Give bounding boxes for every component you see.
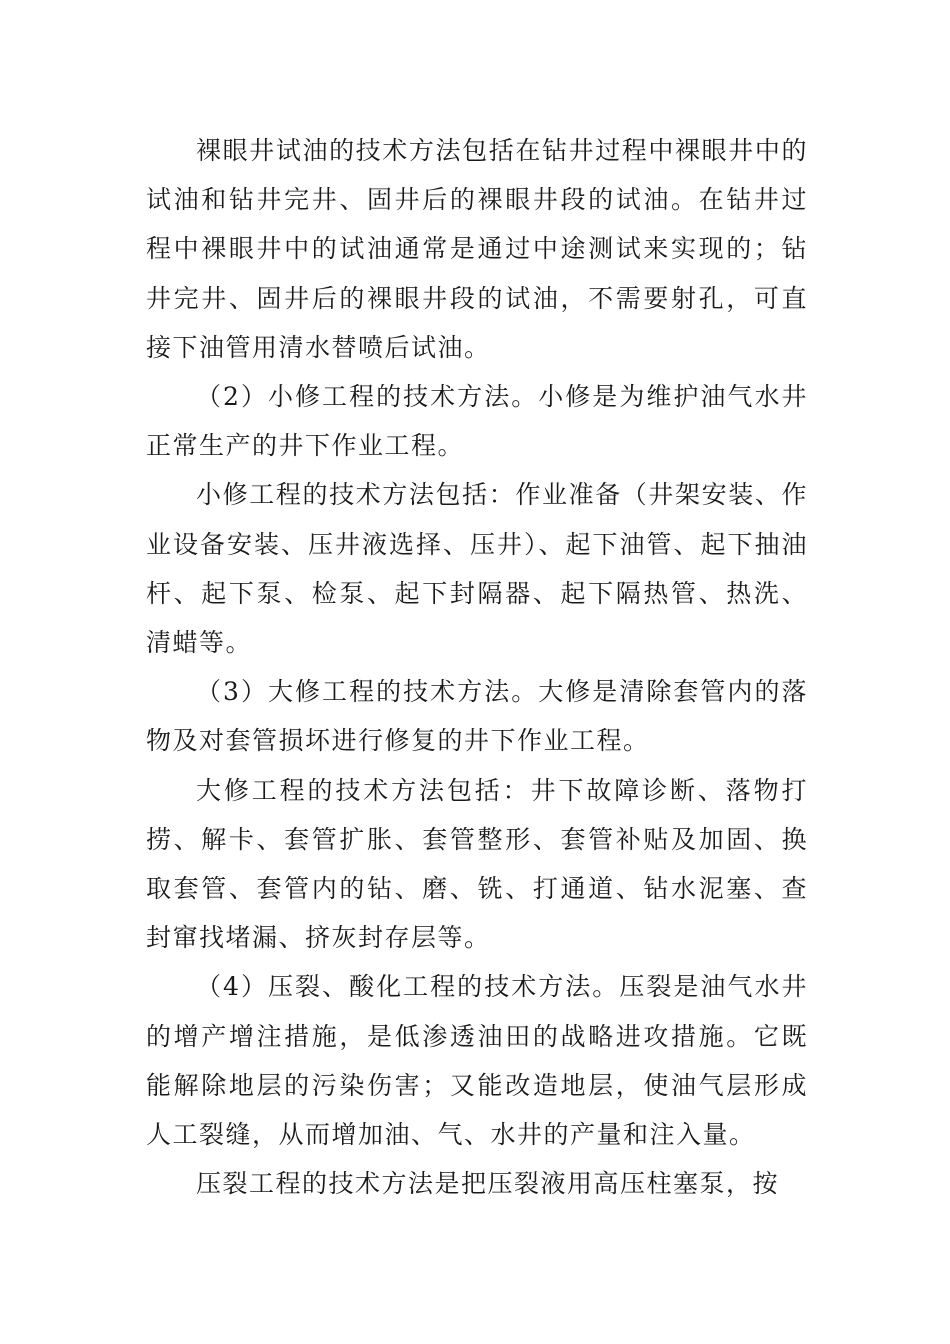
paragraph-minor-workover-heading: （2）小修工程的技术方法。小修是为维护油气水井正常生产的井下作业工程。 xyxy=(146,382,808,461)
paragraph-minor-workover-methods: 小修工程的技术方法包括：作业准备（井架安装、作业设备安装、压井液选择、压井）、起下油管、起下抽油杆、起下泵、检泵、起下封隔器、起下隔热管、热洗、清蜡等。 xyxy=(146,480,808,658)
paragraph-fracturing-methods: 压裂工程的技术方法是把压裂液用高压柱塞泵，按 xyxy=(196,1169,780,1199)
paragraph-fracturing-heading: （4）压裂、酸化工程的技术方法。压裂是油气水井的增产增注措施，是低渗透油田的战略进攻措施。它既能解除地层的污染伤害；又能改造地层，使油气层形成人工裂缝，从而增加油、气、水井的产量和注入量。 xyxy=(146,972,808,1150)
document-body xyxy=(146,126,808,1208)
paragraph-openhole-testing: 裸眼井试油的技术方法包括在钻井过程中裸眼井中的试油和钻井完井、固井后的裸眼井段的试油。在钻井过程中裸眼井中的试油通常是通过中途测试来实现的；钻井完井、固井后的裸眼井段的试油，不需要射孔，可直接下油管用清水替喷后试油。 xyxy=(146,136,808,362)
paragraph-major-workover-methods: 大修工程的技术方法包括：井下故障诊断、落物打捞、解卡、套管扩胀、套管整形、套管补贴及加固、换取套管、套管内的钻、磨、铣、打通道、钻水泥塞、查封窜找堵漏、挤灰封存层等。 xyxy=(146,775,808,953)
paragraph-major-workover-heading: （3）大修工程的技术方法。大修是清除套管内的落物及对套管损坏进行修复的井下作业工程。 xyxy=(146,677,808,756)
